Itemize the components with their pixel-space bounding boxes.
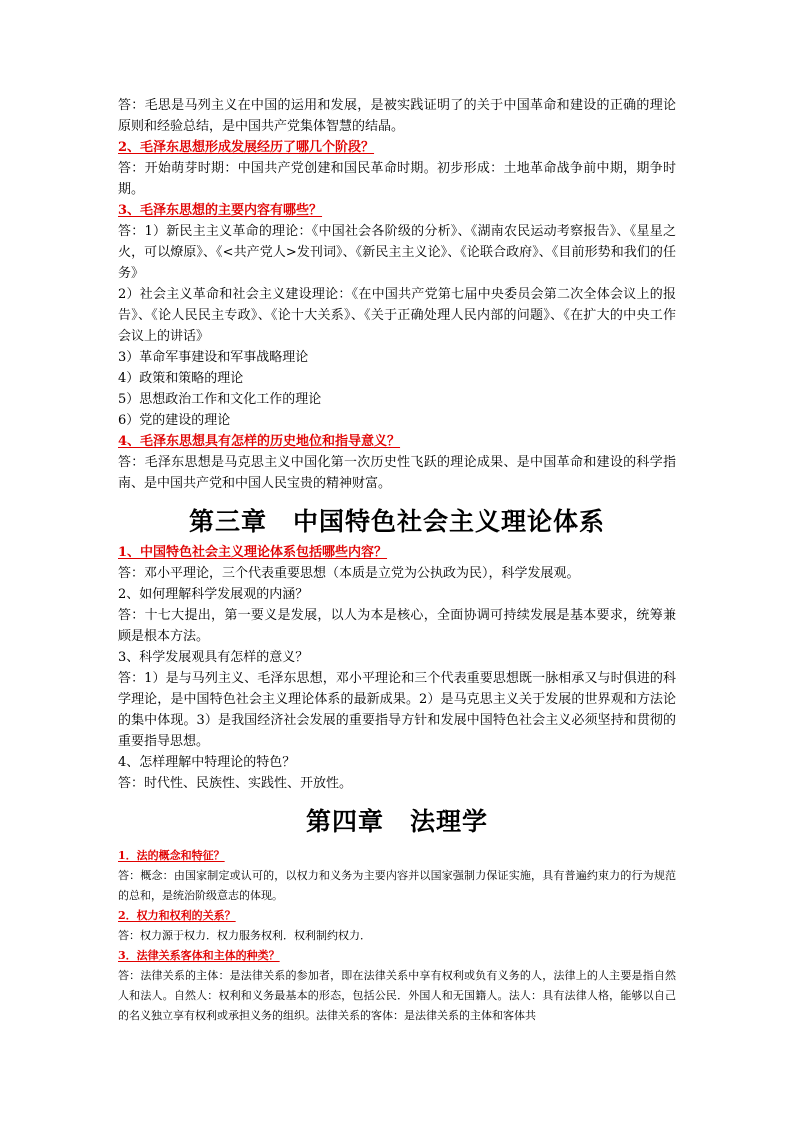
answer-text: 答：概念：由国家制定或认可的，以权力和义务为主要内容并以国家强制力保证实施，具有普遍约束力的行为规范的总和，是统治阶级意志的体现。 <box>118 869 676 902</box>
answer-text: 答：邓小平理论，三个代表重要思想（本质是立党为公执政为民），科学发展观。 <box>118 566 580 581</box>
answer-text: 答：开始萌芽时期：中国共产党创建和国民革命时期。初步形成：土地革命战争前中期，期争时期。 <box>118 161 676 197</box>
chapter-title: 第四章 法理学 <box>305 807 488 836</box>
answer-text: 5）思想政治工作和文化工作的理论 <box>118 392 322 407</box>
question-heading: 3、毛泽东思想的主要内容有哪些？ <box>118 203 323 218</box>
question-heading: 4、怎样理解中特理论的特色？ <box>118 755 296 770</box>
question-heading: 1、中国特色社会主义理论体系包括哪些内容？ <box>118 545 388 560</box>
question-heading: 4、毛泽东思想具有怎样的历史地位和指导意义？ <box>118 434 401 449</box>
question-heading: 3、科学发展观具有怎样的意义？ <box>118 650 309 665</box>
answer-text: 3）革命军事建设和军事战略理论 <box>118 350 309 365</box>
answer-text: 答：1）是与马列主义、毛泽东思想，邓小平理论和三个代表重要思想既一脉相承又与时俱进的科学理论，是中国特色社会主义理论体系的最新成果。2）是马克思主义关于发展的世界观和方法论的集中体现。3）是我国经济社会发展的重要指导方针和发展中国特色社会主义必须坚持和贯彻的重要指导思想。 <box>118 671 676 749</box>
question-heading: 1．法的概念和特征？ <box>118 849 225 862</box>
answer-text: 2）社会主义革命和社会主义建设理论：《在中国共产党第七届中央委员会第二次全体会议上的报告》、《论人民民主专政》、《论十大关系》、《关于正确处理人民内部的问题》、《在扩大的中央工作会议上的讲话》 <box>118 287 676 344</box>
answer-text: 答：时代性、民族性、实践性、开放性。 <box>118 776 353 791</box>
chapter-title: 第三章 中国特色社会主义理论体系 <box>188 507 605 536</box>
answer-text: 6）党的建设的理论 <box>118 413 231 428</box>
answer-text: 答：十七大提出，第一要义是发展，以人为本是核心，全面协调可持续发展是基本要求，统筹兼顾是根本方法。 <box>118 608 676 644</box>
question-heading: 2、如何理解科学发展观的内涵？ <box>118 587 309 602</box>
question-heading: 2．权力和权利的关系？ <box>118 909 236 922</box>
answer-text: 答：毛思是马列主义在中国的运用和发展，是被实践证明了的关于中国革命和建设的正确的理论原则和经验总结，是中国共产党集体智慧的结晶。 <box>118 98 676 134</box>
document-page <box>118 95 676 1026</box>
answer-text: 答：1）新民主主义革命的理论：《中国社会各阶级的分析》、《湖南农民运动考察报告》、《星星之火，可以燎原》、《<共产党人>发刊词》、《新民主主义论》、《论联合政府》、《目前形势和我们的任务》 <box>118 224 676 281</box>
question-heading: 2、毛泽东思想形成发展经历了哪几个阶段？ <box>118 140 375 155</box>
answer-text: 答：权力源于权力．权力服务权利．权利制约权力． <box>118 929 371 942</box>
answer-text: 答：毛泽东思想是马克思主义中国化第一次历史性飞跃的理论成果、是中国革命和建设的科学指南、是中国共产党和中国人民宝贵的精神财富。 <box>118 455 676 491</box>
answer-text: 4）政策和策略的理论 <box>118 371 244 386</box>
answer-text: 答：法律关系的主体：是法律关系的参加者，即在法律关系中享有权利或负有义务的人，法律上的人主要是指自然人和法人。自然人：权利和义务最基本的形态，包括公民．外国人和无国籍人。法人：具有法律人格，能够以自己的名义独立享有权利或承担义务的组织。法律关系的客体：是法律关系的主体和客体共 <box>118 969 676 1022</box>
question-heading: 3．法律关系客体和主体的种类？ <box>118 949 280 962</box>
